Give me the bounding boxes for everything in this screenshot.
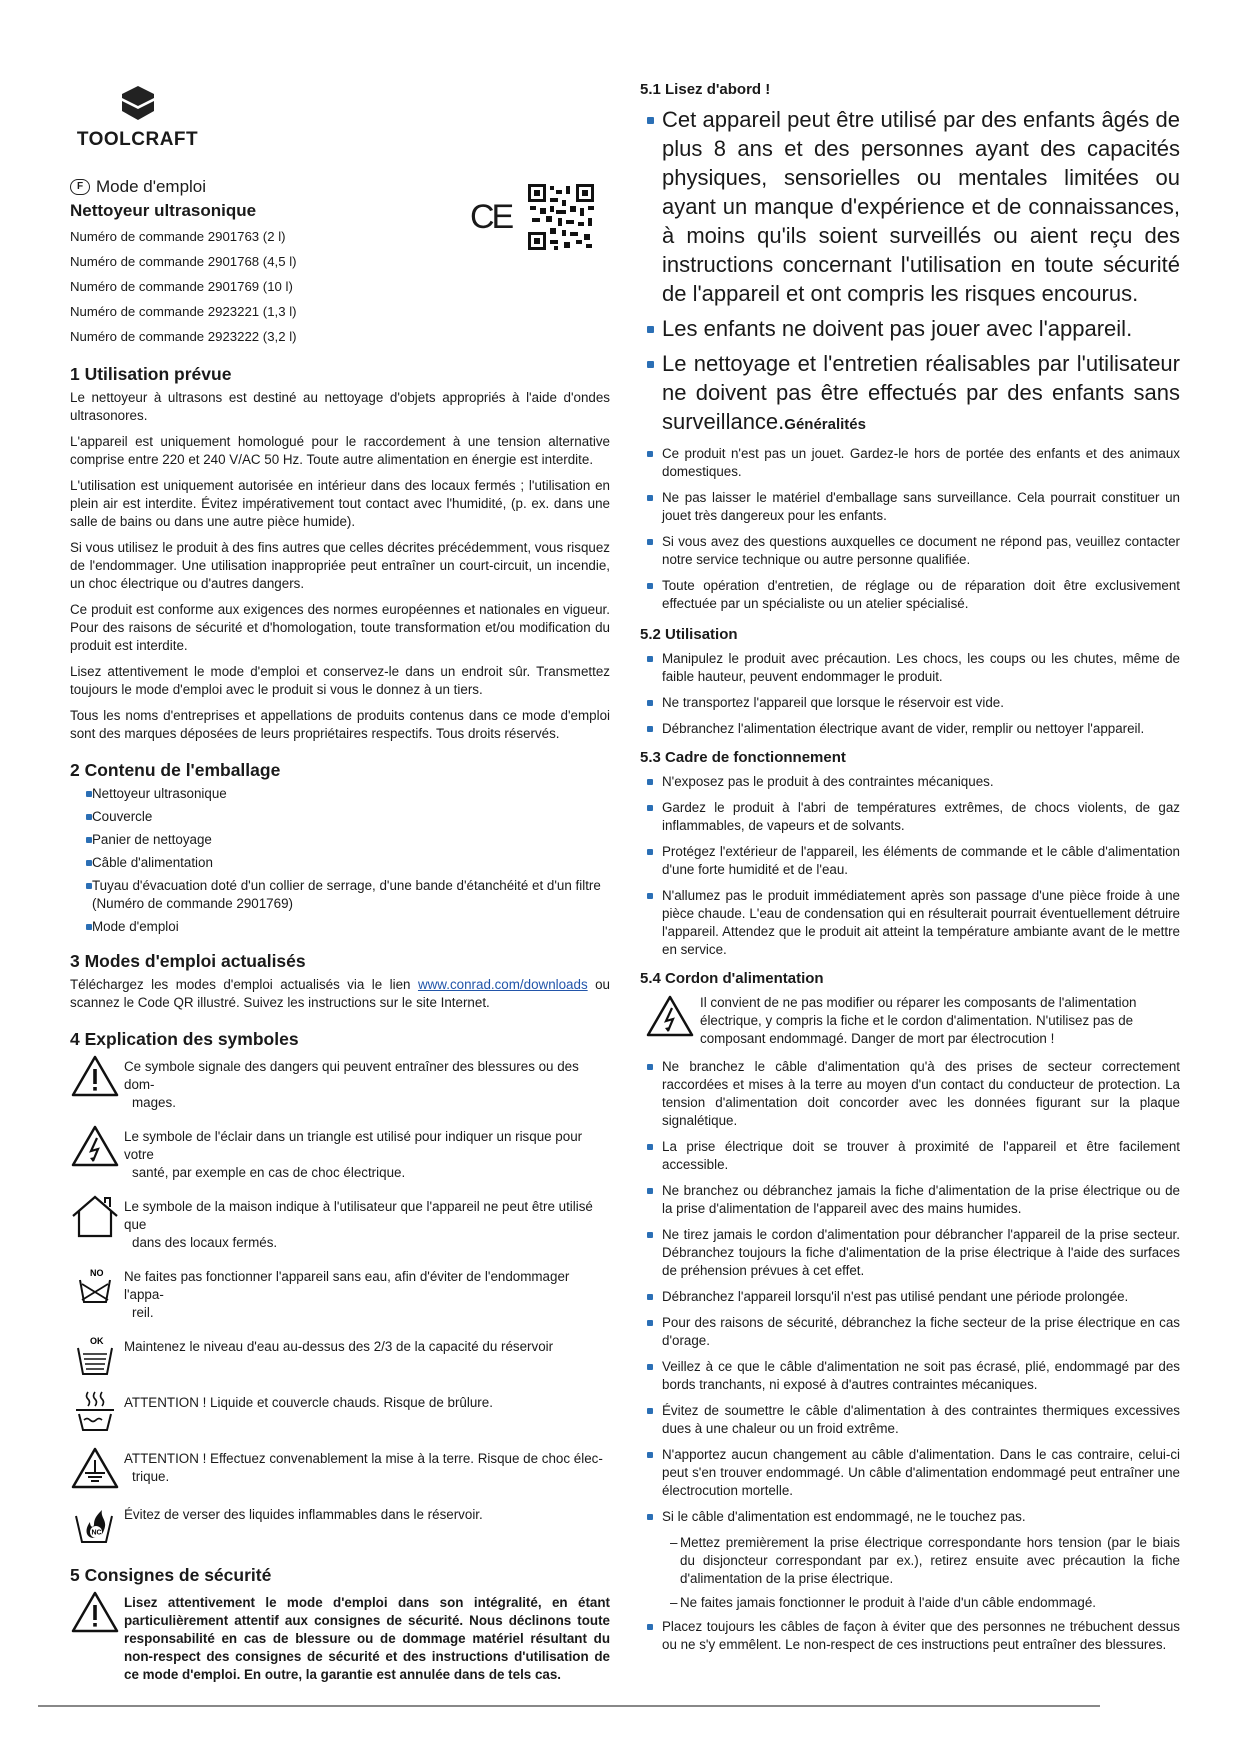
symbol-row: OK Maintenez le niveau d'eau au-dessus des 2/3 de la capacité du réservoir — [70, 1334, 610, 1378]
list-item: Nettoyeur ultrasonique — [90, 785, 610, 803]
ce-mark: CE — [470, 198, 512, 236]
list-item: Toute opération d'entretien, de réglage ou de réparation doit être exclusivement effectuée par un spécialiste ou un atelier spécialisé. — [640, 577, 1180, 613]
list-item: Câble d'alimentation — [90, 854, 610, 872]
list-item: Ne pas laisser le matériel d'emballage sans surveillance. Cela pourrait constituer un jouet très dangereux pour les enfants. — [640, 489, 1180, 525]
hot-liquid-icon — [70, 1390, 120, 1434]
list-item: Placez toujours les câbles de façon à éviter que des personnes ne trébuchent dessus ou ne s'y emmêlent. Le non-respect de ces instructions peut entraîner des blessures. — [640, 1618, 1180, 1654]
section-4-title: 4 Explication des symboles — [70, 1029, 299, 1049]
symbol-row: NO Ne faites pas fonctionner l'appareil sans eau, afin d'éviter de l'endommager l'appa- reil. — [70, 1264, 610, 1322]
paragraph: Si vous utilisez le produit à des fins autres que celles décrites précédemment, vous risquez de l'endommager. Une utilisation inappropriée peut entraîner un court-circuit, un incendie, un choc électrique ou d'autres dangers. — [70, 540, 610, 591]
section-5-title: 5 Consignes de sécurité — [70, 1565, 272, 1585]
list-item: Ne transportez l'appareil que lorsque le réservoir est vide. — [640, 694, 1180, 712]
no-water-icon — [70, 1264, 120, 1308]
package-list — [70, 785, 610, 936]
paragraph: L'appareil est uniquement homologué pour le raccordement à une tension alternative comprise entre 220 et 240 V/AC 50 Hz. Toute autre alimentation en énergie est interdite. — [70, 434, 610, 467]
svg-text:NO: NO — [90, 1268, 104, 1278]
section-2-title: 2 Contenu de l'emballage — [70, 760, 281, 780]
water-level-icon — [70, 1334, 120, 1378]
symbol-row: Le symbole de l'éclair dans un triangle est utilisé pour indiquer un risque pour votre santé, par exemple en cas de choc électrique. — [70, 1124, 610, 1182]
right-column — [640, 80, 1180, 1662]
electric-warning: Il convient de ne pas modifier ou réparer les composants de l'alimentation électrique, y compris la fiche et le cordon d'alimentation. N'utilisez pas de composant endommagé. Danger de mort par électrocution ! — [640, 994, 1180, 1048]
left-column — [70, 80, 610, 1696]
section-5-2-title: 5.2 Utilisation — [640, 626, 738, 643]
footer-divider — [38, 1705, 1100, 1707]
list-item: N'exposez pas le produit à des contraintes mécaniques. — [640, 773, 1180, 791]
symbol-row: Ce symbole signale des dangers qui peuvent entraîner des blessures ou des dom- mages. — [70, 1054, 610, 1112]
section-1-title: 1 Utilisation prévue — [70, 364, 232, 384]
list-item: N'apportez aucun changement au câble d'alimentation. Dans le cas contraire, celui-ci peut s'en trouver endommagé. Un câble d'alimentation endommagé peut entraîner une électrocution mortelle. — [640, 1446, 1180, 1500]
section-3-title: 3 Modes d'emploi actualisés — [70, 951, 306, 971]
list-item: Ne tirez jamais le cordon d'alimentation pour débrancher l'appareil de la prise secteur. Débranchez toujours la fiche d'alimentation de la prise électrique à l'aide des surfaces de préhension prévues à cet effet. — [640, 1226, 1180, 1280]
dash-item: – Ne faites jamais fonctionner le produit à l'aide d'un câble endommagé. — [670, 1595, 1097, 1610]
symbol-row: Le symbole de la maison indique à l'utilisateur que l'appareil ne peut être utilisé que dans des locaux fermés. — [70, 1194, 610, 1252]
downloads-link[interactable]: www.conrad.com/downloads — [417, 977, 588, 992]
order-numbers — [70, 224, 610, 349]
list-item: Cet appareil peut être utilisé par des enfants âgés de plus 8 ans et des personnes ayant des capacités physiques, sensorielles ou mentales limitées ou ayant un manque d'expérience et de connaissances, à moins qu'ils soient surveillés ou aient reçu des instructions concernant l'utilisation en toute sécurité de l'appareil et ont compris les risques encourus. — [640, 105, 1180, 308]
list-item: Panier de nettoyage — [90, 831, 610, 849]
list-item: Manipulez le produit avec précaution. Les chocs, les coups ou les chutes, même de faible hauteur, peuvent endommager le produit. — [640, 650, 1180, 686]
list-item: Évitez de soumettre le câble d'alimentation à des contraintes thermiques excessives dues à une chaleur ou un froid extrême. — [640, 1402, 1180, 1438]
order-number: Numéro de commande 2923222 (3,2 l) — [70, 329, 297, 344]
paragraph: Lisez attentivement le mode d'emploi et conservez-le dans un endroit sûr. Transmettez toujours le mode d'emploi avec le produit si vous le donnez à un tiers. — [70, 664, 610, 697]
list-item: Le nettoyage et l'entretien réalisables par l'utilisateur ne doivent pas être effectués par des enfants sans surveillance.Généralités — [640, 349, 1180, 439]
electric-shock-icon — [640, 994, 700, 1038]
list-item: Couvercle — [90, 808, 610, 826]
symbol-row: ATTENTION ! Effectuez convenablement la mise à la terre. Risque de choc élec- trique. — [70, 1446, 610, 1490]
list-item: La prise électrique doit se trouver à proximité de l'appareil et être facilement accessible. — [640, 1138, 1180, 1174]
list-item: Mode d'emploi — [90, 918, 610, 936]
language-f-icon: F — [70, 179, 90, 195]
paragraph: L'utilisation est uniquement autorisée en intérieur dans des locaux fermés ; l'utilisation en plein air est interdite. Évitez impérativement tout contact avec l'humidité, (p. ex. dans une salle de bains ou dans une autre pièce humide). — [70, 478, 610, 529]
mode-emploi-label: F Mode d'emploi — [70, 178, 610, 196]
list-item: Tuyau d'évacuation doté d'un collier de serrage, d'une bande d'étanchéité et d'un filtre (Numéro de commande 2901769) — [90, 877, 610, 913]
svg-text:NC: NC — [91, 1529, 102, 1537]
list-item: N'allumez pas le produit immédiatement après son passage d'une pièce froide à une pièce chaude. L'eau de condensation qui en résulterait pourrait éventuellement détruire l'appareil. Attendez que le produit ait atteint la température ambiante avant de le mettre en service. — [640, 887, 1180, 959]
no-flammable-icon — [70, 1502, 120, 1546]
warning-triangle-icon — [70, 1590, 120, 1634]
list-item: Gardez le produit à l'abri de températures extrêmes, de chocs violents, de gaz inflammables, de vapeurs et de solvants. — [640, 799, 1180, 835]
svg-text:OK: OK — [90, 1336, 104, 1346]
list-item: Pour des raisons de sécurité, débranchez la fiche secteur de la prise électrique en cas d'orage. — [640, 1314, 1180, 1350]
product-title: Nettoyeur ultrasonique — [70, 201, 257, 220]
list-item: Ne branchez le câble d'alimentation qu'à des prises de secteur correctement raccordées et mises à la terre au moyen d'un contact du conducteur de protection. La tension d'alimentation doit concorder avec les données figurant sur la plaque signalétique. — [640, 1058, 1180, 1130]
list-item: Si vous avez des questions auxquelles ce document ne répond pas, veuillez contacter notre service technique ou autre personne qualifiée. — [640, 533, 1180, 569]
symbol-row: ATTENTION ! Liquide et couvercle chauds. Risque de brûlure. — [70, 1390, 610, 1434]
house-icon — [70, 1194, 120, 1238]
paragraph: Le nettoyeur à ultrasons est destiné au nettoyage d'objets appropriés à l'aide d'ondes ultrasonores. — [70, 390, 610, 423]
symbol-row: NC Évitez de verser des liquides inflammables dans le réservoir. — [70, 1502, 610, 1546]
section-5-4-title: 5.4 Cordon d'alimentation — [640, 970, 824, 987]
section-5-3-title: 5.3 Cadre de fonctionnement — [640, 749, 846, 766]
grounding-icon — [70, 1446, 120, 1490]
dash-item: – Mettez premièrement la prise électrique correspondante hors tension (par le biais du disjoncteur correspondant par ex.), retirez ensuite avec précaution la fiche d'alimentation de la prise électrique. — [670, 1535, 1180, 1586]
safety-warning: Lisez attentivement le mode d'emploi dans son intégralité, en étant particulièrement attentif aux consignes de sécurité. Nous déclinons toute responsabilité en cas de blessure ou de dommage matériel résultant du non-respect des consignes de sécurité et des instructions d'utilisation de ce mode d'emploi. En outre, la garantie est annulée dans de tels cas. — [70, 1590, 610, 1684]
paragraph: Ce produit est conforme aux exigences des normes européennes et nationales en vigueur. Pour des raisons de sécurité et d'homologation, toute transformation et/ou modification du produit est interdite. — [70, 602, 610, 653]
order-number: Numéro de commande 2901763 (2 l) — [70, 229, 286, 244]
brand-name: TOOLCRAFT — [76, 129, 199, 150]
paragraph: Téléchargez les modes d'emploi actualisés via le lien www.conrad.com/downloads ou scannez le Code QR illustré. Suivez les instructions sur le site Internet. — [70, 977, 610, 1010]
list-item: Ne branchez ou débranchez jamais la fiche d'alimentation de la prise électrique ou de la prise d'alimentation de l'appareil avec des mains humides. — [640, 1182, 1180, 1218]
list-item: Débranchez l'appareil lorsqu'il n'est pas utilisé pendant une période prolongée. — [640, 1288, 1180, 1306]
list-item: Veillez à ce que le câble d'alimentation ne soit pas écrasé, plié, endommagé par des bords tranchants, ni exposé à d'autres contraintes mécaniques. — [640, 1358, 1180, 1394]
order-number: Numéro de commande 2901768 (4,5 l) — [70, 254, 297, 269]
warning-triangle-icon — [70, 1054, 120, 1098]
generalites-title: Généralités — [784, 416, 866, 433]
electric-shock-icon — [70, 1124, 120, 1168]
list-item: Débranchez l'alimentation électrique avant de vider, remplir ou nettoyer l'appareil. — [640, 720, 1180, 738]
list-item: Ce produit n'est pas un jouet. Gardez-le hors de portée des enfants et des animaux domestiques. — [640, 445, 1180, 481]
order-number: Numéro de commande 2901769 (10 l) — [70, 279, 293, 294]
section-5-1-title: 5.1 Lisez d'abord ! — [640, 81, 771, 98]
list-item: Les enfants ne doivent pas jouer avec l'appareil. — [640, 314, 1180, 343]
list-item: Protégez l'extérieur de l'appareil, les éléments de commande et le câble d'alimentation d'une forte humidité et de l'eau. — [640, 843, 1180, 879]
order-number: Numéro de commande 2923221 (1,3 l) — [70, 304, 297, 319]
list-item: Si le câble d'alimentation est endommagé, ne le touchez pas. — [640, 1508, 1180, 1526]
paragraph: Tous les noms d'entreprises et appellations de produits contenus dans ce mode d'emploi sont des marques déposées de leurs propriétaires respectifs. Tous droits réservés. — [70, 708, 610, 741]
